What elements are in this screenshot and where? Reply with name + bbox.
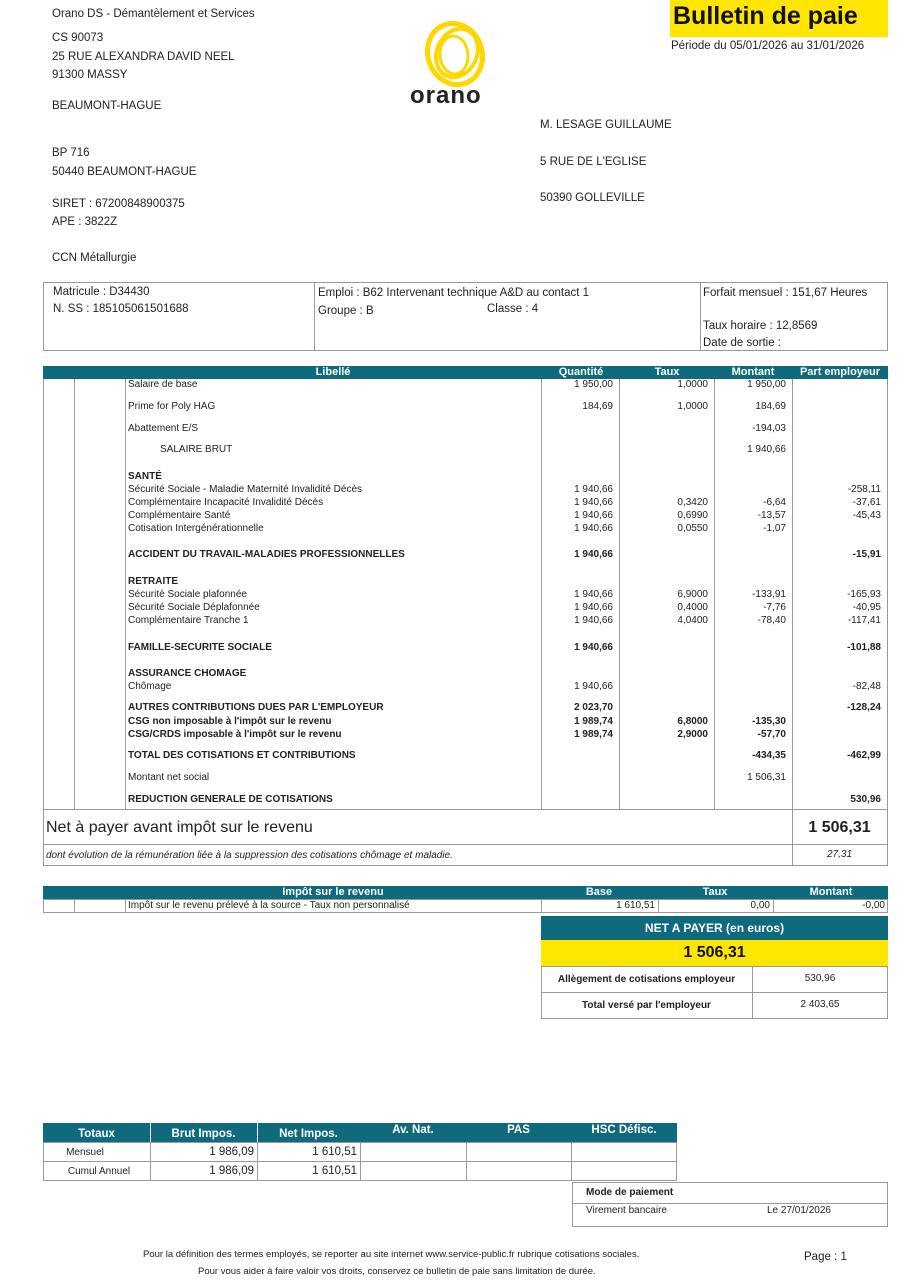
- main-row-qty: 1 940,66: [574, 497, 613, 508]
- main-row-emp: -45,43: [852, 510, 881, 521]
- evolution-label: dont évolution de la rémunération liée à la suppression des cotisations chômage et maladie.: [46, 850, 453, 861]
- main-row-label: Sécurité Sociale - Maladie Maternité Invalidité Décès: [128, 484, 362, 495]
- main-row-rate: 0,6990: [677, 510, 708, 521]
- totals-row-mensuel-label: Mensuel: [66, 1147, 104, 1158]
- main-row-emp: -15,91: [852, 549, 881, 560]
- employer-ape: APE : 3822Z: [52, 216, 118, 228]
- totals-header-hsc: HSC Défisc.: [591, 1124, 657, 1136]
- main-row-amount: 1 940,66: [747, 444, 786, 455]
- employer-name: Orano DS - Démantèlement et Services: [52, 8, 255, 20]
- main-table-header: [43, 366, 888, 379]
- main-row-qty: 2 023,70: [574, 702, 613, 713]
- exit-date: Date de sortie :: [703, 337, 781, 349]
- main-row-rate: 0,3420: [677, 497, 708, 508]
- header-quantite: Quantité: [558, 366, 604, 378]
- main-row-qty: 1 950,00: [574, 379, 613, 390]
- main-row-label: TOTAL DES COTISATIONS ET CONTRIBUTIONS: [128, 750, 356, 761]
- main-row-emp: -37,61: [852, 497, 881, 508]
- main-row-emp: -117,41: [847, 615, 881, 626]
- totals-row-mensuel-net: 1 610,51: [312, 1146, 357, 1158]
- header-libelle: Libellé: [315, 366, 351, 378]
- header-part-employeur: Part employeur: [799, 366, 881, 378]
- main-row-rate: 4,0400: [677, 615, 708, 626]
- orano-logo-icon: [405, 18, 505, 88]
- employer-site-city: 50440 BEAUMONT-HAGUE: [52, 166, 197, 178]
- main-row-amount: -57,70: [757, 729, 786, 740]
- main-row-label: Sécurité Sociale Déplafonnée: [128, 602, 260, 613]
- employer-address-2: 25 RUE ALEXANDRA DAVID NEEL: [52, 51, 235, 63]
- totals-header-totaux: Totaux: [78, 1128, 115, 1140]
- main-row-rate: 1,0000: [677, 401, 708, 412]
- net-to-pay-header: NET A PAYER (en euros): [541, 916, 888, 940]
- footer-line-2: Pour vous aider à faire valoir vos droits, conservez ce bulletin de paie sans limitation de durée.: [198, 1266, 596, 1277]
- main-row-rate: 6,8000: [677, 716, 708, 727]
- main-row-amount: -6,64: [763, 497, 786, 508]
- main-row-label: Complémentaire Tranche 1: [128, 615, 249, 626]
- main-row-label: Abattement E/S: [128, 423, 199, 434]
- page-number: Page : 1: [804, 1251, 847, 1263]
- main-row-amount: -434,35: [752, 750, 786, 761]
- tax-row-base: 1 610,51: [616, 900, 655, 911]
- totals-row-cumul-brut: 1 986,09: [209, 1165, 254, 1177]
- employee-name: M. LESAGE GUILLAUME: [540, 119, 672, 131]
- main-row-emp: -128,24: [847, 702, 881, 713]
- tax-header-rate: Taux: [702, 886, 728, 898]
- totals-header-net: Net Impos.: [279, 1128, 338, 1140]
- main-row-emp: 530,96: [850, 794, 881, 805]
- main-row-label: SANTÉ: [128, 471, 162, 482]
- main-row-label: ASSURANCE CHOMAGE: [128, 668, 247, 679]
- allegement-label: Allègement de cotisations employeur: [557, 974, 736, 985]
- main-row-label: AUTRES CONTRIBUTIONS DUES PAR L'EMPLOYEUR: [128, 702, 384, 713]
- totals-row-mensuel-brut: 1 986,09: [209, 1146, 254, 1158]
- main-row-amount: 184,69: [755, 401, 786, 412]
- main-row-label: Chômage: [128, 681, 172, 692]
- main-row-rate: 0,0550: [677, 523, 708, 534]
- main-row-qty: 1 940,66: [574, 602, 613, 613]
- totals-header-avnat: Av. Nat.: [392, 1124, 434, 1136]
- tax-row-amount: -0,00: [862, 900, 885, 911]
- tax-row-label: Impôt sur le revenu prélevé à la source - Taux non personnalisé: [128, 900, 410, 911]
- main-row-amount: -7,76: [763, 602, 786, 613]
- employer-siret: SIRET : 67200848900375: [52, 198, 185, 210]
- tax-header-base: Base: [585, 886, 613, 898]
- orano-logo-text: orano: [410, 82, 482, 109]
- main-row-qty: 1 940,66: [574, 589, 613, 600]
- main-row-amount: -1,07: [763, 523, 786, 534]
- main-row-amount: -194,03: [752, 423, 786, 434]
- footer-line-1: Pour la définition des termes employés, se reporter au site internet www.service-public.fr rubrique cotisations sociales.: [143, 1249, 640, 1260]
- main-row-label: Salaire de base: [128, 379, 198, 390]
- main-row-amount: -78,40: [757, 615, 786, 626]
- main-row-label: Complémentaire Santé: [128, 510, 231, 521]
- net-to-pay-value: 1 506,31: [541, 940, 888, 966]
- payment-mode-title: Mode de paiement: [586, 1187, 674, 1198]
- totals-header-brut: Brut Impos.: [171, 1128, 236, 1140]
- main-row-qty: 1 940,66: [574, 484, 613, 495]
- main-row-rate: 0,4000: [677, 602, 708, 613]
- orano-logo: [405, 18, 505, 110]
- job-group: Groupe : B: [318, 305, 374, 317]
- main-row-label: CSG/CRDS imposable à l'impôt sur le revenu: [128, 729, 342, 740]
- employer-site: BEAUMONT-HAGUE: [52, 100, 162, 112]
- main-row-label: CSG non imposable à l'impôt sur le revenu: [128, 716, 332, 727]
- employee-address: 5 RUE DE L'EGLISE: [540, 156, 647, 168]
- employee-city: 50390 GOLLEVILLE: [540, 192, 645, 204]
- job-title: Emploi : B62 Intervenant technique A&D au contact 1: [318, 287, 590, 299]
- main-row-label: Cotisation Intergénérationnelle: [128, 523, 264, 534]
- payment-mode-value: Virement bancaire: [586, 1205, 667, 1216]
- main-row-label: ACCIDENT DU TRAVAIL-MALADIES PROFESSIONNELLES: [128, 549, 405, 560]
- main-row-qty: 1 940,66: [574, 510, 613, 521]
- main-row-emp: -462,99: [847, 750, 881, 761]
- net-before-tax-value: 1 506,31: [808, 819, 871, 836]
- main-row-label: SALAIRE BRUT: [160, 444, 233, 455]
- page-title: Bulletin de paie: [670, 0, 888, 37]
- evolution-value: 27,31: [826, 849, 853, 860]
- totals-table-header: [43, 1123, 677, 1142]
- social-security-number: N. SS : 185105061501688: [53, 303, 189, 315]
- main-row-emp: -101,88: [847, 642, 881, 653]
- employer-address-3: 91300 MASSY: [52, 69, 128, 81]
- main-row-emp: -258,11: [847, 484, 881, 495]
- tax-header-label: Impôt sur le revenu: [282, 886, 384, 898]
- tax-row-rate: 0,00: [750, 900, 770, 911]
- main-row-qty: 1 940,66: [574, 615, 613, 626]
- main-row-rate: 6,9000: [677, 589, 708, 600]
- main-row-label: Prime for Poly HAG: [128, 401, 216, 412]
- header-taux: Taux: [654, 366, 680, 378]
- main-row-label: Montant net social: [128, 772, 210, 783]
- main-row-qty: 1 940,66: [574, 523, 613, 534]
- main-row-amount: -13,57: [757, 510, 786, 521]
- matricule: Matricule : D34430: [53, 286, 150, 298]
- main-row-qty: 1 940,66: [574, 681, 613, 692]
- main-row-emp: -40,95: [852, 602, 881, 613]
- main-row-qty: 184,69: [582, 401, 613, 412]
- main-row-emp: -82,48: [852, 681, 881, 692]
- pay-period: Période du 05/01/2026 au 31/01/2026: [671, 40, 865, 52]
- main-row-qty: 1 940,66: [574, 642, 613, 653]
- main-row-amount: 1 950,00: [747, 379, 786, 390]
- main-row-amount: -135,30: [752, 716, 786, 727]
- employer-address-1: CS 90073: [52, 32, 104, 44]
- main-row-label: Sécurité Sociale plafonnée: [128, 589, 247, 600]
- main-row-label: REDUCTION GENERALE DE COTISATIONS: [128, 794, 333, 805]
- total-paid-label: Total versé par l'employeur: [582, 1000, 711, 1011]
- main-row-label: FAMILLE-SECURITE SOCIALE: [128, 642, 272, 653]
- header-montant: Montant: [731, 366, 775, 378]
- main-row-qty: 1 989,74: [574, 716, 613, 727]
- totals-row-cumul-net: 1 610,51: [312, 1165, 357, 1177]
- payment-date: Le 27/01/2026: [767, 1205, 831, 1216]
- main-row-amount: -133,91: [752, 589, 786, 600]
- hourly-rate: Taux horaire : 12,8569: [703, 320, 818, 332]
- totals-row-cumul-label: Cumul Annuel: [67, 1166, 131, 1177]
- tax-table-header: [43, 886, 888, 899]
- main-row-qty: 1 989,74: [574, 729, 613, 740]
- net-before-tax-label: Net à payer avant impôt sur le revenu: [46, 819, 313, 836]
- employer-bp: BP 716: [52, 147, 90, 159]
- main-row-label: RETRAITE: [128, 576, 178, 587]
- tax-header-amount: Montant: [809, 886, 853, 898]
- totals-header-pas: PAS: [507, 1124, 530, 1136]
- employer-ccn: CCN Métallurgie: [52, 252, 137, 264]
- allegement-value: 530,96: [804, 973, 836, 984]
- total-paid-value: 2 403,65: [800, 999, 840, 1010]
- main-row-qty: 1 940,66: [574, 549, 613, 560]
- main-row-amount: 1 506,31: [747, 772, 786, 783]
- main-row-rate: 2,9000: [677, 729, 708, 740]
- monthly-hours: Forfait mensuel : 151,67 Heures: [703, 287, 868, 299]
- main-row-rate: 1,0000: [677, 379, 708, 390]
- job-class: Classe : 4: [487, 303, 539, 315]
- main-row-label: Complémentaire Incapacité Invalidité Décès: [128, 497, 324, 508]
- main-row-emp: -165,93: [847, 589, 881, 600]
